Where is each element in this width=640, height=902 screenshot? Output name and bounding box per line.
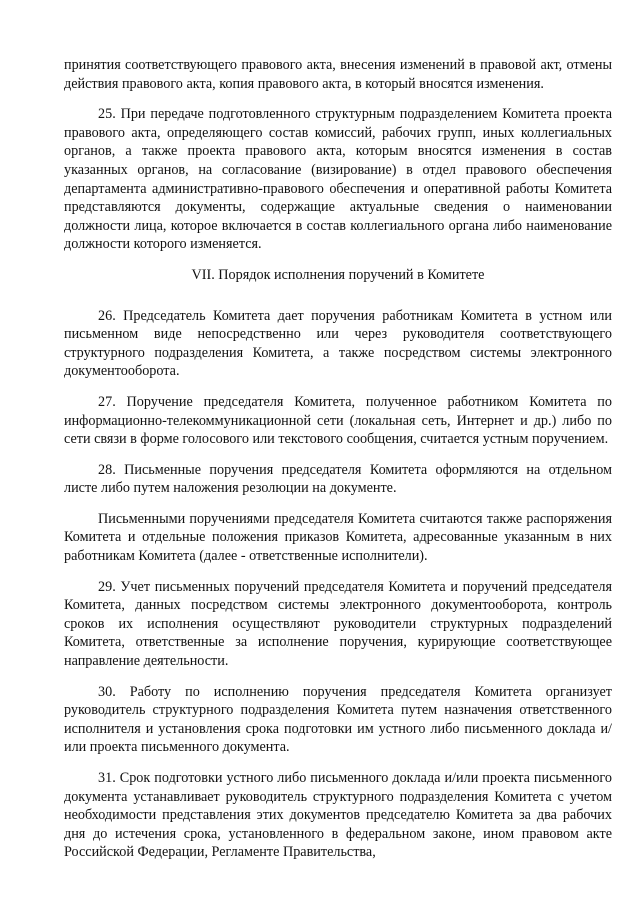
paragraph-29: 29. Учет письменных поручений председателя Комитета и поручений председателя Комитета, данных посредством системы электронного документооборота, контроль сроков их исполнения осуществляют руководители структурных подразделений Комитета, ответственные за исполнение поручения, курирующие соответствующее направление деятельности.: [64, 578, 612, 670]
paragraph-30: 30. Работу по исполнению поручения председателя Комитета организует руководитель структурного подразделения Комитета путем назначения ответственного исполнителя и установления срока подготовки им устного либо письменного доклада и/или проекта письменного документа.: [64, 683, 612, 756]
paragraph-25: 25. При передаче подготовленного структурным подразделением Комитета проекта правового акта, определяющего состав комиссий, рабочих групп, иных коллегиальных органов, а также проекта правового акта, которым вносятся изменения в состав указанных органов, на согласование (визирование) в отдел правового обеспечения департамента административно-правового обеспечения и оперативной работы Комитета представляются документы, содержащие актуальные сведения о наименовании должности лица, которое включается в состав коллегиального органа либо наименование должности которого изменяется.: [64, 106, 612, 253]
paragraph-31: 31. Срок подготовки устного либо письменного доклада и/или проекта письменного документа устанавливает руководитель структурного подразделения Комитета с учетом необходимости представления этих документов председателю Комитета за два рабочих дня до истечения срока, установленного в федеральном законе, ином правовом акте Российской Федерации, Регламенте Правительства,: [64, 770, 612, 861]
paragraph-27: 27. Поручение председателя Комитета, полученное работником Комитета по информационно-телекоммуникационной сети (локальная сеть, Интернет и др.) либо по сети связи в форме голосового или текстового сообщения, считается устным поручением.: [64, 393, 612, 448]
paragraph-26: 26. Председатель Комитета дает поручения работникам Комитета в устном или письменном виде непосредственно или через руководителя соответствующего структурного подразделения Комитета, а также посредством системы электронного документооборота.: [64, 307, 612, 380]
paragraph-28: 28. Письменные поручения председателя Комитета оформляются на отдельном листе либо путем наложения резолюции на документе.: [64, 461, 612, 497]
continuation-paragraph: принятия соответствующего правового акта, внесения изменений в правовой акт, отмены действия правового акта, копия правового акта, в который вносятся изменения.: [64, 57, 612, 92]
section-heading: VII. Порядок исполнения поручений в Комитете: [191, 266, 485, 283]
paragraph-28-continued: Письменными поручениями председателя Комитета считаются также распоряжения Комитета и отдельные положения приказов Комитета, адресованные указанным в них работникам Комитета (далее - ответственные исполнители).: [64, 510, 612, 565]
